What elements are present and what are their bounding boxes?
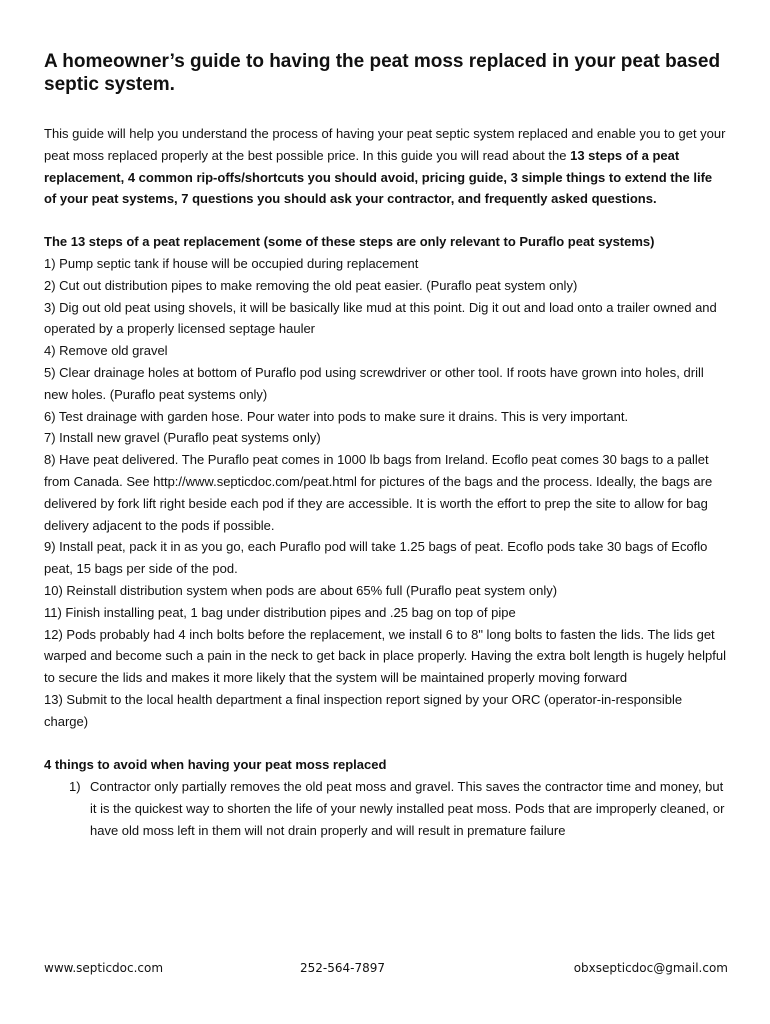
step-item: 3) Dig out old peat using shovels, it will be basically like mud at this point. Dig it out and load onto a trailer owned and operated by a properly licensed septage hauler [44,299,717,337]
step-item: 8) Have peat delivered. The Puraflo peat comes in 1000 lb bags from Ireland. Ecoflo peat comes 30 bags to a pallet from Canada. See http://www.septicdoc.com/peat.html for pictures of the bags and the process. Ideally, the bags are delivered by fork lift right beside each pod if they are accessible. It is worth the effort to prep the site to allow for bag delivery adjacent to the pods if possible. [44,452,713,533]
step-item: 11) Finish installing peat, 1 bag under distribution pipes and .25 bag on top of pipe [44,604,516,620]
step-item: 6) Test drainage with garden hose. Pour water into pods to make sure it drains. This is very important. [44,408,629,424]
page-footer [44,961,728,979]
step-item: 9) Install peat, pack it in as you go, each Puraflo pod will take 1.25 bags of peat. Ecoflo pods take 30 bags of Ecoflo peat, 15 bags per side of the pod. [44,539,708,577]
step-item: 7) Install new gravel (Puraflo peat systems only) [44,430,321,446]
intro-bold-text: 13 steps of a peat replacement, 4 common rip-offs/shortcuts you should avoid, pricing guide, 3 simple things to extend the life of your peat systems, 7 questions you should ask your contractor, and frequently asked questions. [44,147,713,207]
intro-paragraph [44,123,728,210]
footer-phone: 252-564-7897 [300,961,386,975]
footer-email: obxsepticdoc@gmail.com [573,961,728,975]
steps-heading: The 13 steps of a peat replacement (some of these steps are only relevant to Puraflo peat systems) [44,234,655,250]
footer-website: www.septicdoc.com [44,961,164,975]
avoid-item-number: 1) [69,779,81,795]
step-item: 4) Remove old gravel [44,343,168,359]
avoid-heading: 4 things to avoid when having your peat moss replaced [44,757,387,773]
avoid-list [44,776,728,841]
avoid-item-text: Contractor only partially removes the old peat moss and gravel. This saves the contractor time and money, but it is the quickest way to shorten the life of your newly installed peat moss. Pods that are improperly cleaned, or have old moss left in them will not drain properly and will result in premature failure [90,779,725,838]
step-item: 5) Clear drainage holes at bottom of Puraflo pod using screwdriver or other tool. If roots have grown into holes, drill new holes. (Puraflo peat systems only) [44,364,704,402]
step-item: 12) Pods probably had 4 inch bolts before the replacement, we install 6 to 8" long bolts to fasten the lids. The lids get warped and become such a pain in the neck to get back in place properly. Having the extra bolt length is hugely helpful to secure the lids and makes it more likely that the system will be maintained properly moving forward [44,626,726,686]
step-item: 13) Submit to the local health department a final inspection report signed by your ORC (operator-in-responsible charge) [44,691,683,729]
intro-text: This guide will help you understand the process of having your peat septic system replaced and enable you to get your peat moss replaced properly at the best possible price. In this guide you will read about the [44,126,726,163]
step-item: 10) Reinstall distribution system when pods are about 65% full (Puraflo peat system only) [44,582,558,598]
section-spacer [44,733,728,755]
step-item: 2) Cut out distribution pipes to make removing the old peat easier. (Puraflo peat system only) [44,277,578,293]
document-page [44,50,728,842]
page-title: A homeowner’s guide to having the peat moss replaced in your peat based septic system. [44,51,721,95]
avoid-item [44,776,728,841]
step-item: 1) Pump septic tank if house will be occupied during replacement [44,255,419,271]
